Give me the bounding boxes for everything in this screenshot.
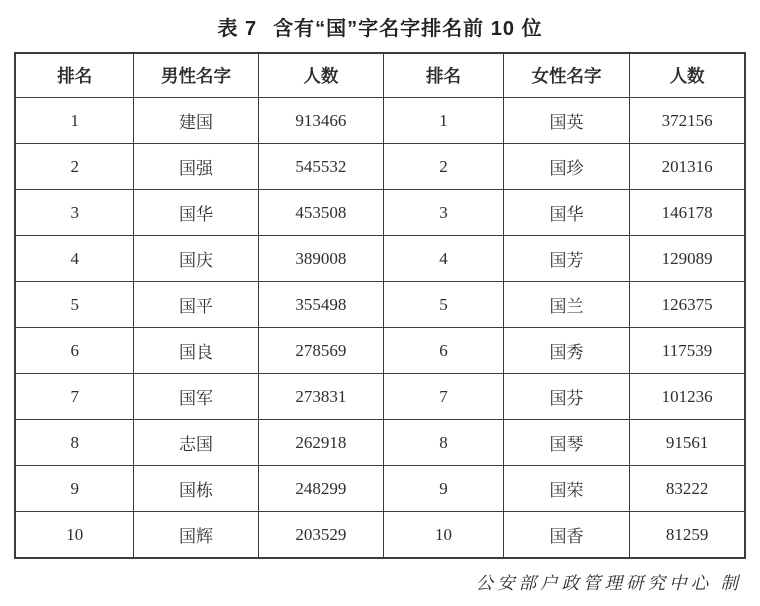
cell-female-count: 101236 [630,374,745,420]
table-number: 表 7 [217,18,258,40]
cell-male-name: 国军 [134,374,258,420]
cell-male-count: 273831 [258,374,384,420]
column-header-male-name: 男性名字 [134,53,258,98]
cell-female-name: 国琴 [503,420,629,466]
cell-rank-female: 4 [384,236,504,282]
cell-male-count: 913466 [258,98,384,144]
cell-female-count: 201316 [630,144,745,190]
table-row [15,282,745,328]
cell-rank-female: 5 [384,282,504,328]
cell-rank-male: 10 [15,512,134,559]
cell-male-name: 国强 [134,144,258,190]
table-row [15,328,745,374]
cell-female-count: 81259 [630,512,745,559]
name-ranking-table [14,52,746,559]
cell-rank-male: 5 [15,282,134,328]
cell-female-name: 国荣 [503,466,629,512]
cell-female-count: 129089 [630,236,745,282]
cell-male-name: 国庆 [134,236,258,282]
table-title-text: 含有“国”字名字排名前 10 位 [273,18,543,40]
cell-rank-male: 8 [15,420,134,466]
table-row [15,374,745,420]
table-row [15,420,745,466]
cell-female-count: 372156 [630,98,745,144]
cell-rank-female: 2 [384,144,504,190]
cell-female-count: 126375 [630,282,745,328]
header-row [15,53,745,98]
column-header-count-female: 人数 [630,53,745,98]
table-row [15,466,745,512]
cell-female-count: 91561 [630,420,745,466]
cell-male-count: 355498 [258,282,384,328]
cell-female-name: 国芳 [503,236,629,282]
cell-male-count: 262918 [258,420,384,466]
cell-female-name: 国秀 [503,328,629,374]
cell-female-name: 国珍 [503,144,629,190]
cell-male-name: 国辉 [134,512,258,559]
cell-rank-male: 7 [15,374,134,420]
cell-female-name: 国英 [503,98,629,144]
cell-rank-female: 1 [384,98,504,144]
table-row [15,144,745,190]
cell-male-name: 志国 [134,420,258,466]
cell-female-count: 146178 [630,190,745,236]
cell-rank-male: 1 [15,98,134,144]
table-row [15,98,745,144]
column-header-count-male: 人数 [258,53,384,98]
cell-rank-female: 8 [384,420,504,466]
column-header-rank-female: 排名 [384,53,504,98]
column-header-female-name: 女性名字 [503,53,629,98]
cell-male-count: 389008 [258,236,384,282]
table-row [15,236,745,282]
cell-rank-male: 9 [15,466,134,512]
column-header-rank-male: 排名 [15,53,134,98]
source-note: 公安部户政管理研究中心 制 [475,573,742,593]
cell-rank-female: 6 [384,328,504,374]
table-title [14,12,746,41]
cell-male-name: 国华 [134,190,258,236]
cell-female-name: 国华 [503,190,629,236]
cell-rank-male: 4 [15,236,134,282]
cell-male-name: 国栋 [134,466,258,512]
cell-female-count: 117539 [630,328,745,374]
cell-rank-female: 10 [384,512,504,559]
cell-rank-female: 3 [384,190,504,236]
cell-rank-male: 3 [15,190,134,236]
cell-rank-female: 9 [384,466,504,512]
cell-male-count: 278569 [258,328,384,374]
cell-male-count: 545532 [258,144,384,190]
table-row [15,512,745,559]
cell-male-count: 453508 [258,190,384,236]
cell-male-name: 建国 [134,98,258,144]
table-row [15,190,745,236]
cell-rank-male: 6 [15,328,134,374]
cell-rank-male: 2 [15,144,134,190]
cell-female-count: 83222 [630,466,745,512]
cell-female-name: 国香 [503,512,629,559]
cell-female-name: 国芬 [503,374,629,420]
cell-male-name: 国良 [134,328,258,374]
cell-male-count: 203529 [258,512,384,559]
cell-rank-female: 7 [384,374,504,420]
cell-male-name: 国平 [134,282,258,328]
cell-male-count: 248299 [258,466,384,512]
cell-female-name: 国兰 [503,282,629,328]
